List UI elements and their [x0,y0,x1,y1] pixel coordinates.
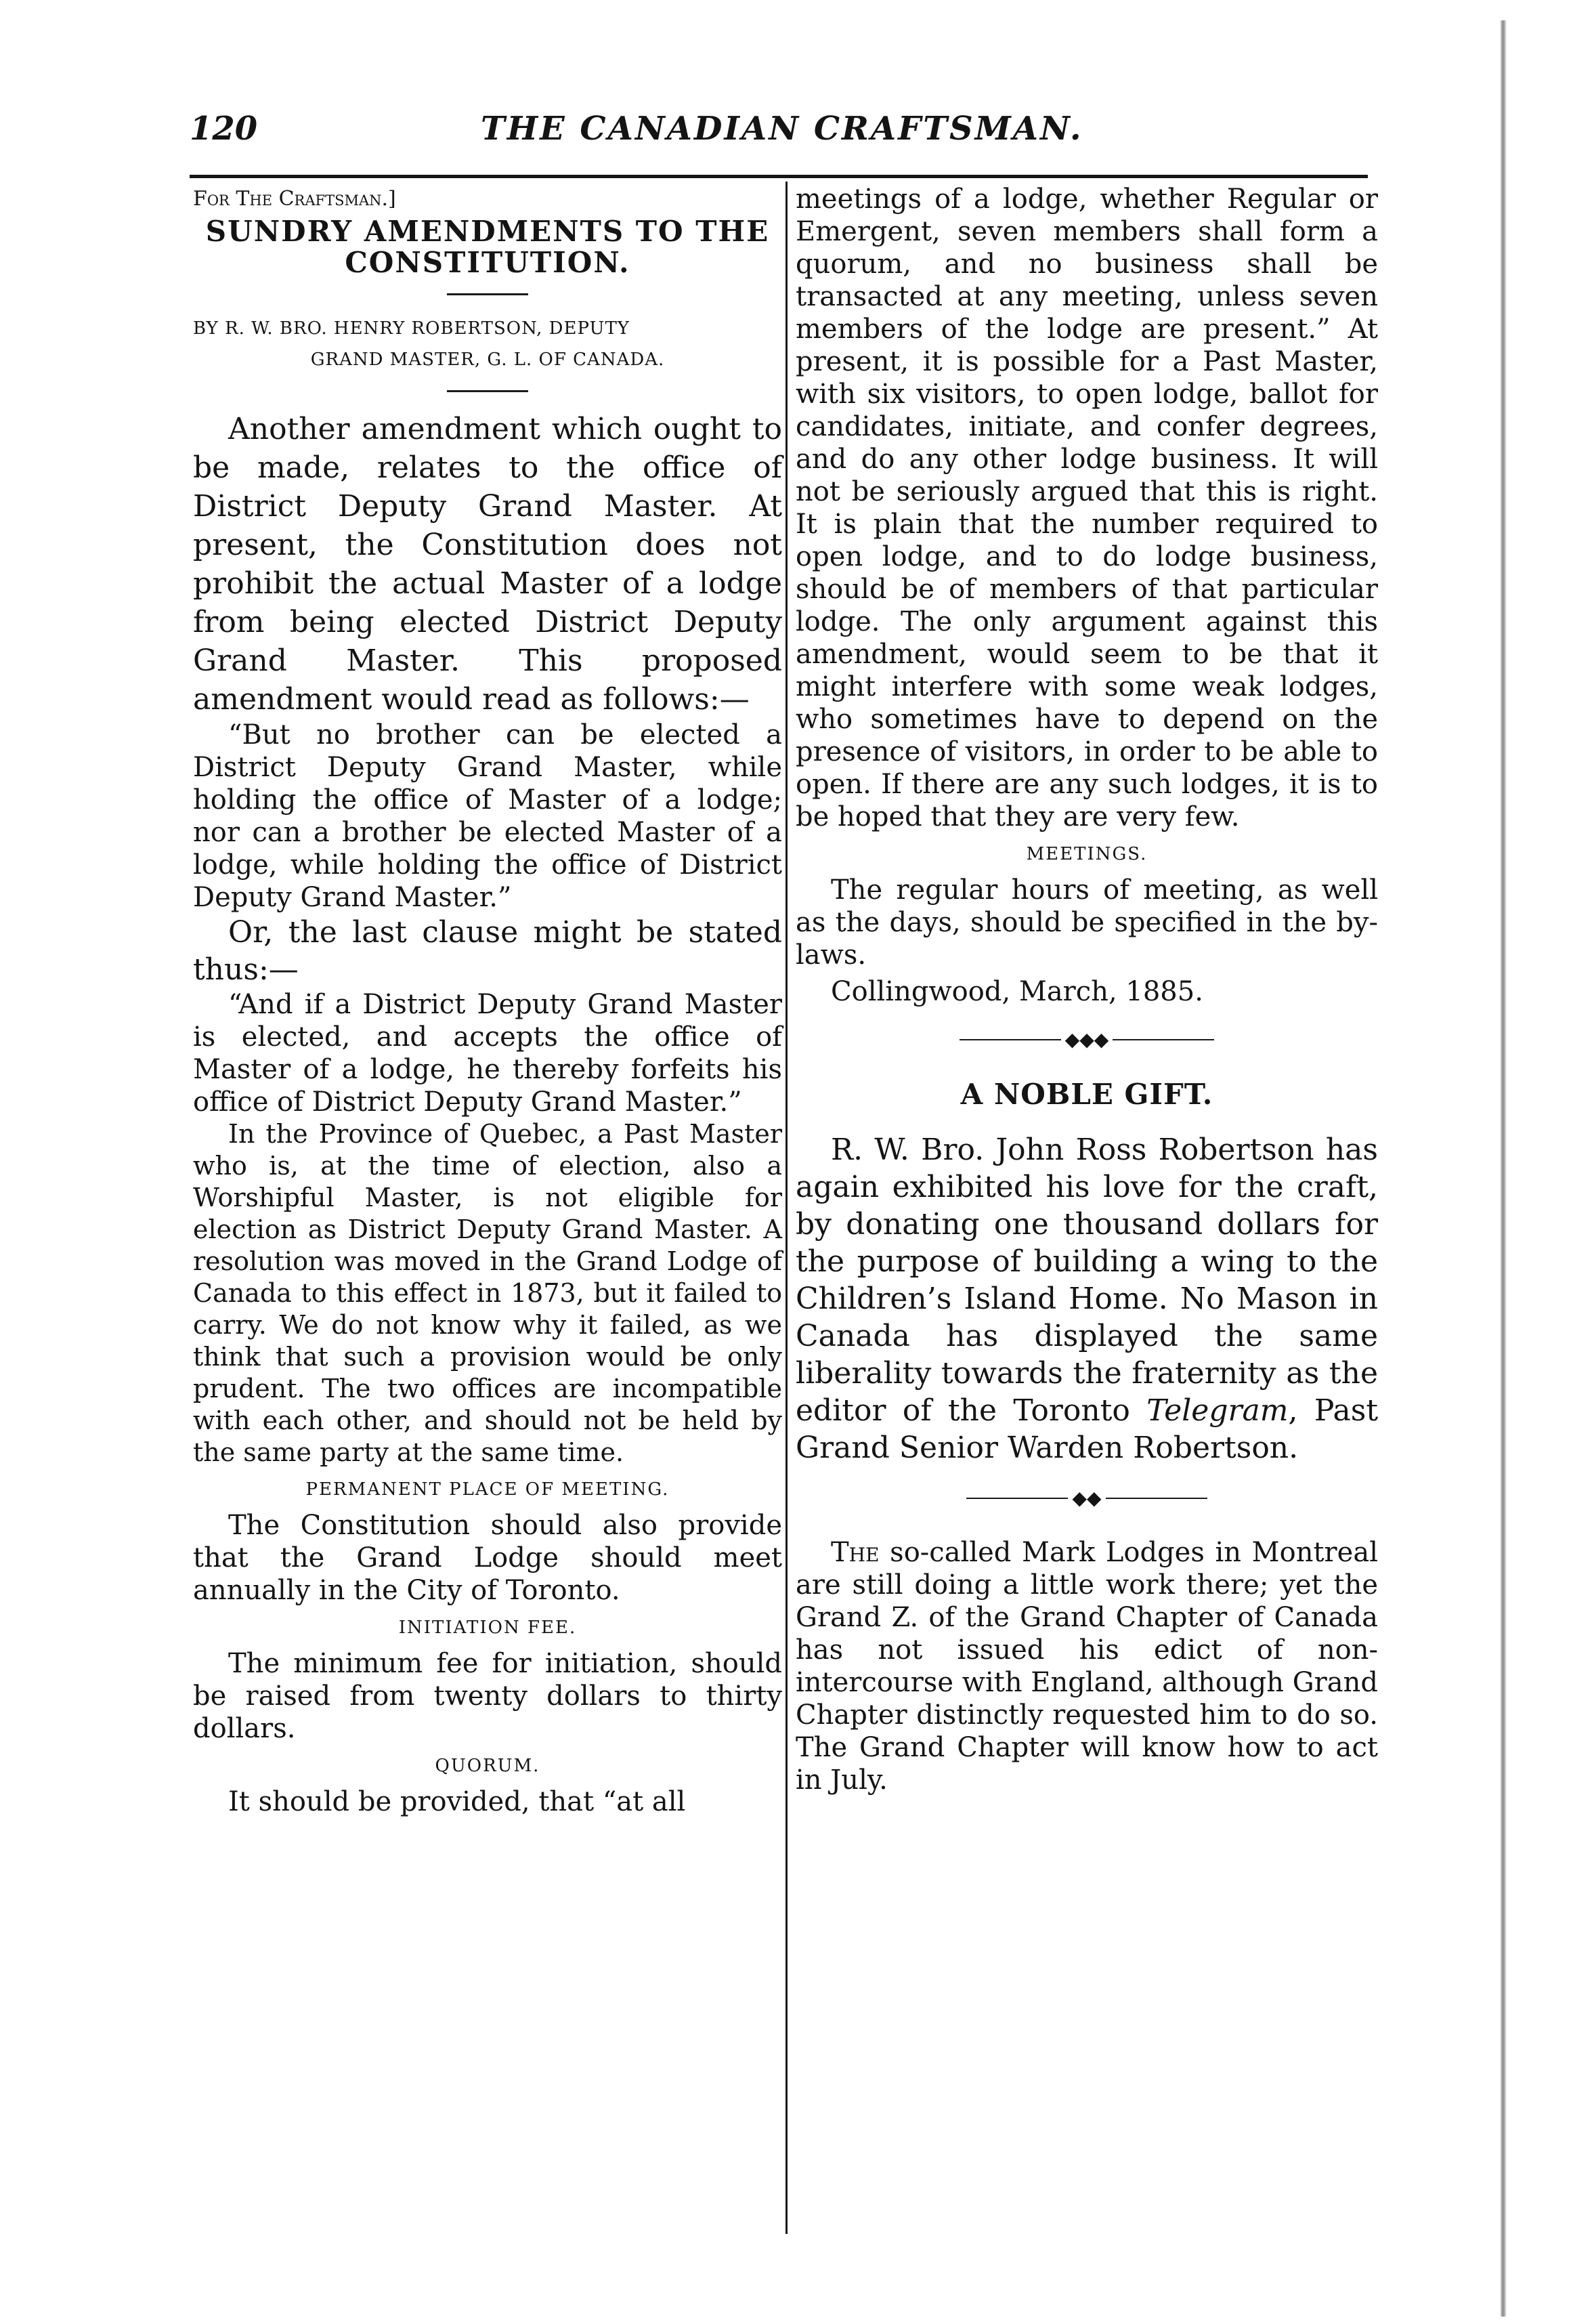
paragraph: The so-called Mark Lodges in Montreal are still doing a little work there; yet the Grand Z. of the Grand Chapter of Canada has not issued his edict of non-intercourse with England, although Grand Chapter distinctly requested him to do so. The Grand Chapter will know how to act in July. [796,1537,1378,1796]
paragraph: Another amendment which ought to be made, relates to the office of District Deputy Grand Master. At present, the Constitution does not prohibit the actual Master of a lodge from being elected District Deputy Grand Master. This proposed amendment would read as follows:— [193,412,782,717]
paragraph: The regular hours of meeting, as well as the days, should be specified in the by-laws. [796,874,1378,971]
paragraph: R. W. Bro. John Ross Robertson has again exhibited his love for the craft, by donating one thousand dollars for the purpose of building a wing to the Children’s Island Home. No Mason in Canada has displayed the same liberality towards the fraternity as the editor of the Toronto Telegram, Past Grand Senior Warden Robertson. [796,1133,1378,1465]
paragraph: The Constitution should also provide that the Grand Lodge should meet annually in the City of Toronto. [193,1510,782,1606]
section-subhead: MEETINGS. [1026,844,1148,864]
ornamental-rule: ◆◆◆ [796,1027,1378,1051]
header-rule [190,175,1368,178]
paragraph: In the Province of Quebec, a Past Master who is, at the time of election, also a Worshipful Master, is not eligible for election as District Deputy Grand Master. A resolution was moved in the Grand Lodge of Canada to this effect in 1873, but it failed to carry. We do not know why it failed, as we think that such a provision would be only prudent. The two offices are incompatible with each other, and should not be held by the same party at the same time. [193,1119,782,1467]
author-line-1: BY R. W. BRO. HENRY ROBERTSON, DEPUTY [193,318,630,339]
section-subhead: QUORUM. [435,1756,540,1776]
place-date: Collingwood, March, 1885. [831,976,1203,1007]
scan-binding-edge [1500,20,1507,2317]
left-column [193,183,782,2229]
title-rule [447,293,528,295]
article-title: A NOBLE GIFT. [960,1078,1213,1111]
right-column [796,183,1378,2229]
article-title: SUNDRY AMENDMENTS TO THE CONSTITUTION. [205,215,770,279]
section-subhead: INITIATION FEE. [398,1618,577,1638]
paragraph-continued: meetings of a lodge, whether Regular or Emergent, seven members shall form a quorum, and no business shall be transacted at any meeting, unless seven members of the lodge are present.” At present, it is possible for a Past Master, with six visitors, to open lodge, ballot for candidates, initiate, and confer degrees, and do any other lodge business. It will not be seriously argued that this is right. It is plain that the number required to open lodge, and to do lodge business, should be of members of that particular lodge. The only argument against this amendment, would seem to be that it might interfere with some weak lodges, who sometimes have to depend on the presence of visitors, in order to be able to open. If there are any such lodges, it is to be hoped that they are very few. [796,184,1378,832]
section-subhead: PERMANENT PLACE OF MEETING. [305,1479,670,1500]
quoted-amendment: “And if a District Deputy Grand Master is elected, and accepts the office of Master of a lodge, he thereby forfeits his office of District Deputy Grand Master.” [193,989,782,1118]
author-line-2: GRAND MASTER, G. L. OF CANADA. [310,350,665,370]
paragraph: Or, the last clause might be stated thus:— [193,915,782,987]
author-rule [447,390,528,392]
paragraph: The minimum fee for initiation, should be raised from twenty dollars to thirty dollars. [193,1648,782,1744]
article-source: For The Craftsman.] [193,187,396,211]
page-header [190,110,1368,157]
running-title: THE CANADIAN CRAFTSMAN. [481,110,1083,148]
quoted-amendment: “But no brother can be elected a District Deputy Grand Master, while holding the office of Master of a lodge; nor can a brother be elected Master of a lodge, while holding the office of District Deputy Grand Master.” [193,719,782,913]
column-divider [785,182,788,2234]
ornamental-rule: ◆◆ [796,1485,1378,1509]
page-number: 120 [190,110,258,148]
paragraph: It should be provided, that “at all [228,1786,686,1817]
